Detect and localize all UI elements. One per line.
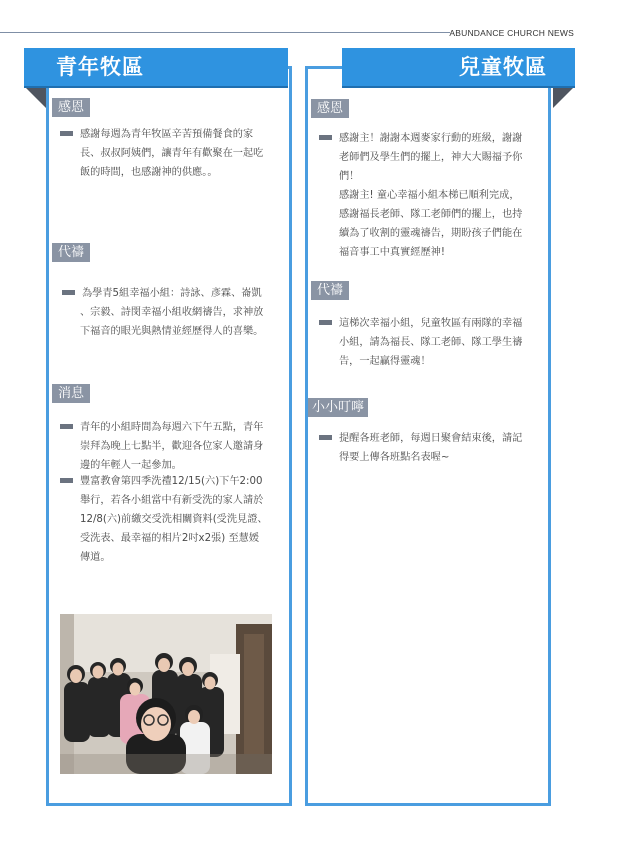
text-line: 續為了收割的靈魂禱告，期盼孩子們能在 — [339, 228, 523, 239]
youth-section-title: 青年牧區 — [24, 48, 288, 86]
text-line: 感謝每週為青年牧區辛苦預備餐食的家 — [80, 129, 254, 140]
header-rule — [0, 32, 450, 33]
text-line: 感謝主！謝謝本週麥家行動的班級，謝謝 — [339, 133, 523, 144]
text-line: 告，一起贏得靈魂！ — [339, 356, 431, 367]
text-line: 崇拜為晚上七點半，歡迎各位家人邀請身 — [80, 441, 264, 452]
text-line: 為學青5組幸福小組：詩詠、彥霖、崙凱 — [82, 288, 262, 299]
banner-fold-right — [553, 86, 575, 108]
text-line: 小組，請為福長、隊工老師、隊工學生禱 — [339, 337, 523, 348]
text-line: 下福音的眼光與熱情並經歷得人的喜樂。 — [80, 326, 264, 337]
banner-fold-left — [24, 86, 46, 108]
text-line: 得要上傳各班點名表喔~ — [339, 452, 450, 463]
text-line: 們！ — [339, 171, 360, 182]
youth-prayer-label: 代禱 — [52, 243, 90, 262]
text-line: 感謝福長老師、隊工老師們的擺上，也持 — [339, 209, 523, 220]
youth-thanks-label: 感恩 — [52, 98, 90, 117]
bullet-marker — [319, 320, 332, 325]
text-line: 飯的時間，也感謝神的供應。。 — [80, 167, 218, 178]
text-line: 這梯次幸福小組，兒童牧區有兩隊的幸福 — [339, 318, 523, 329]
youth-news-label: 消息 — [52, 384, 90, 403]
bullet-marker — [60, 478, 73, 483]
text-line: 青年的小組時間為每週六下午五點，青年 — [80, 422, 264, 433]
bullet-marker — [60, 424, 73, 429]
children-prayer-label: 代禱 — [311, 281, 349, 300]
text-line: 、宗毅、詩閔幸福小組收網禱告，求神放 — [80, 307, 264, 318]
text-line: 長、叔叔阿姨們，讓青年有歡聚在一起吃 — [80, 148, 264, 159]
text-line: 提醒各班老師，每週日聚會結束後，請記 — [339, 433, 523, 444]
text-line: 豐富教會第四季洗禮12/15(六)下午2:00 — [80, 476, 263, 487]
publication-name: ABUNDANCE CHURCH NEWS — [449, 28, 574, 38]
children-section-title: 兒童牧區 — [342, 48, 575, 86]
bullet-marker — [62, 290, 75, 295]
text-line: 舉行，若各小組當中有新受洗的家人請於 — [80, 495, 264, 506]
text-line: 邊的年輕人一起參加。 — [80, 460, 182, 471]
text-line: 感謝主! 童心幸福小組本梯已順利完成， — [339, 190, 520, 201]
text-line: 老師們及學生們的擺上，神大大賜福予你 — [339, 152, 523, 163]
bullet-marker — [319, 435, 332, 440]
text-line: 受洗表、最幸福的相片2吋x2張) 至慧媛 — [80, 533, 260, 544]
text-line: 福音事工中真實經歷神! — [339, 247, 445, 258]
children-thanks-label: 感恩 — [311, 99, 349, 118]
text-line: 12/8(六)前繳交受洗相關資料(受洗見證、 — [80, 514, 268, 525]
group-photo — [60, 614, 272, 774]
bullet-marker — [319, 135, 332, 140]
text-line: 傳道。 — [80, 552, 111, 563]
bullet-marker — [60, 131, 73, 136]
group-photo-image — [60, 614, 272, 774]
children-reminder-label: 小小叮嚀 — [308, 398, 368, 417]
